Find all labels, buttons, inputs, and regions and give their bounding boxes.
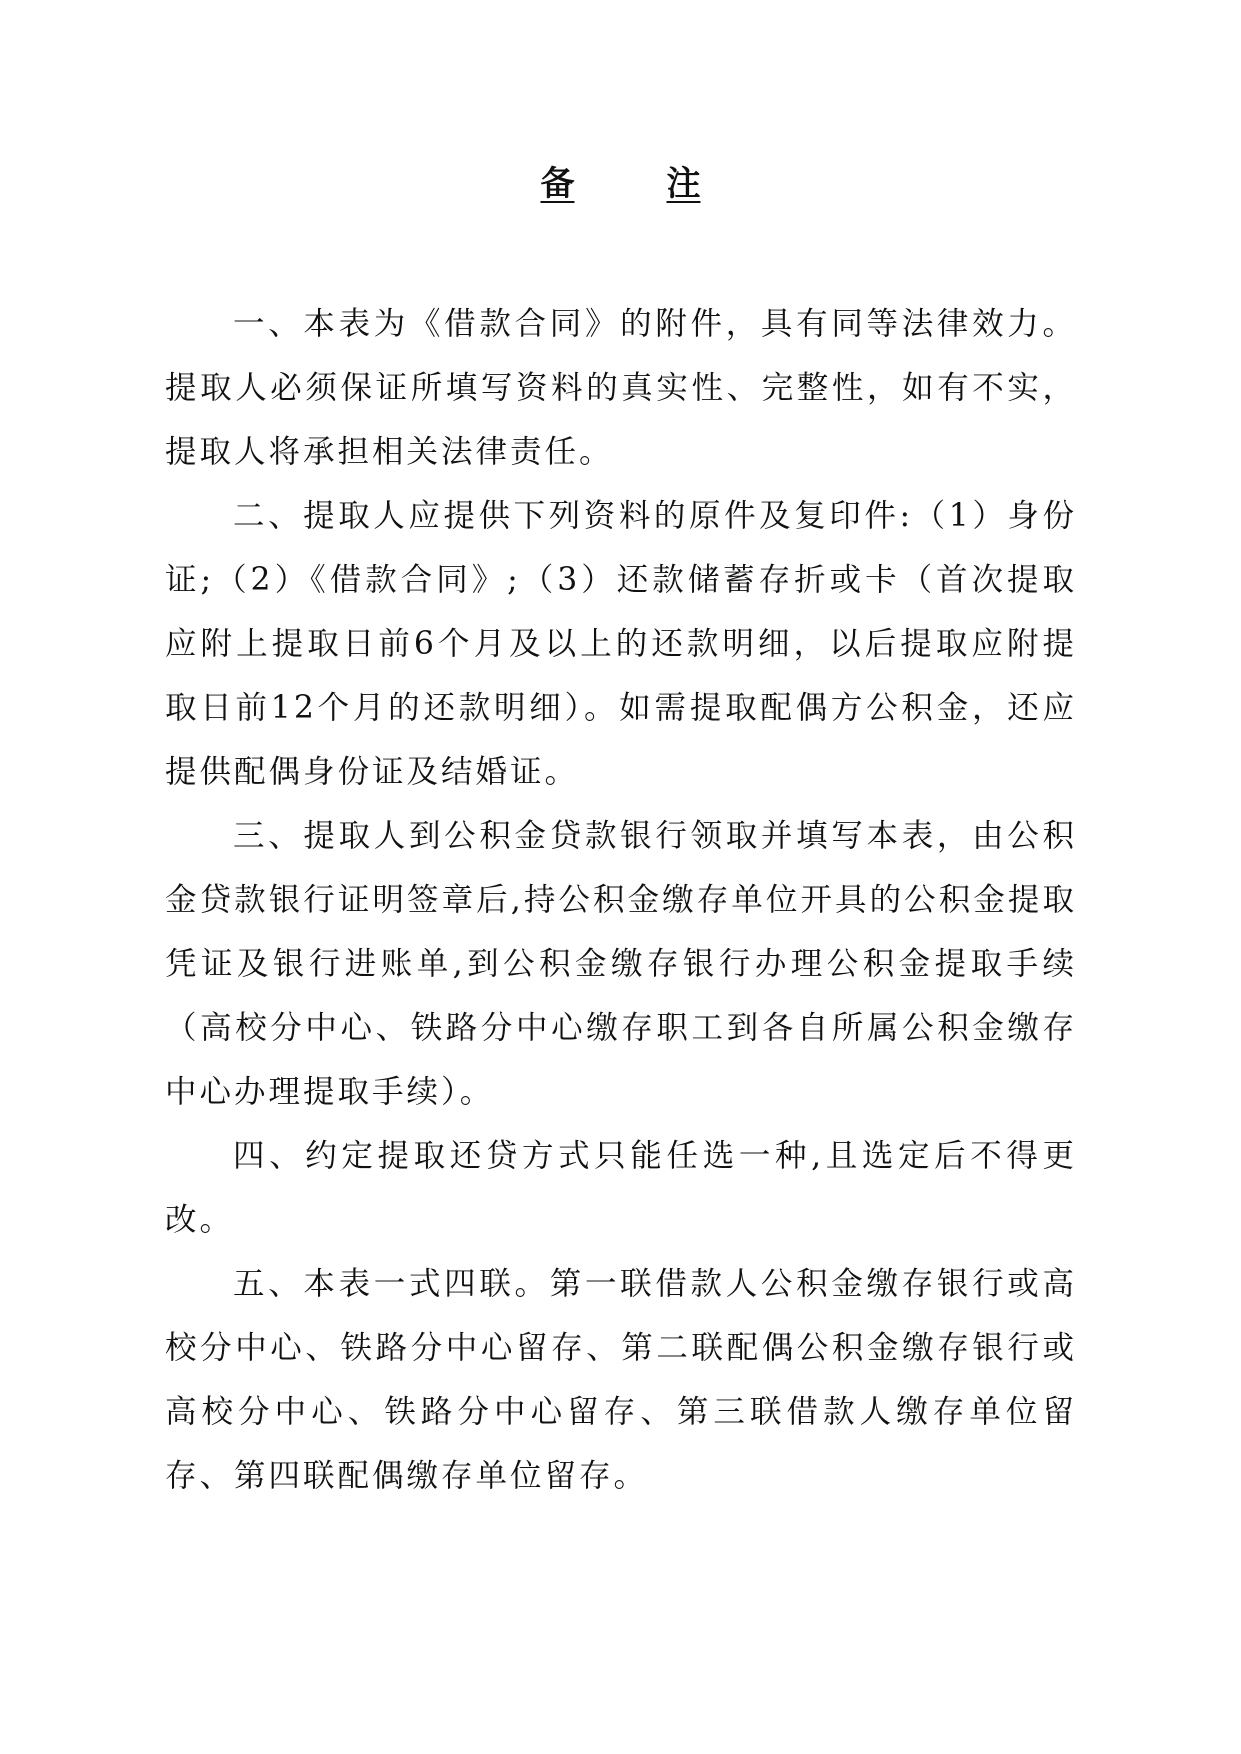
remark-paragraph-3: 三、提取人到公积金贷款银行领取并填写本表，由公积金贷款银行证明签章后,持公积金缴存单位开具的公积金提取凭证及银行进账单,到公积金缴存银行办理公积金提取手续（高校分中心、铁路分中心缴存职工到各自所属公积金缴存中心办理提取手续）。	[165, 818, 1077, 1110]
remarks-body	[165, 292, 1077, 1508]
title-char-right: 注	[666, 164, 701, 204]
remark-paragraph-2: 二、提取人应提供下列资料的原件及复印件:（1）身份证;（2）《借款合同》;（3）还款储蓄存折或卡（首次提取应附上提取日前6个月及以上的还款明细，以后提取应附提取日前12个月的还款明细）。如需提取配偶方公积金，还应提供配偶身份证及结婚证。	[165, 498, 1077, 790]
page-title	[0, 160, 1241, 208]
title-char-left: 备	[540, 164, 575, 204]
remark-paragraph-1: 一、本表为《借款合同》的附件，具有同等法律效力。提取人必须保证所填写资料的真实性、完整性，如有不实，提取人将承担相关法律责任。	[165, 306, 1077, 470]
remark-paragraph-4: 四、约定提取还贷方式只能任选一种,且选定后不得更改。	[165, 1138, 1077, 1238]
title-text	[541, 164, 701, 204]
remark-paragraph-5: 五、本表一式四联。第一联借款人公积金缴存银行或高校分中心、铁路分中心留存、第二联配偶公积金缴存银行或高校分中心、铁路分中心留存、第三联借款人缴存单位留存、第四联配偶缴存单位留存。	[165, 1266, 1077, 1494]
